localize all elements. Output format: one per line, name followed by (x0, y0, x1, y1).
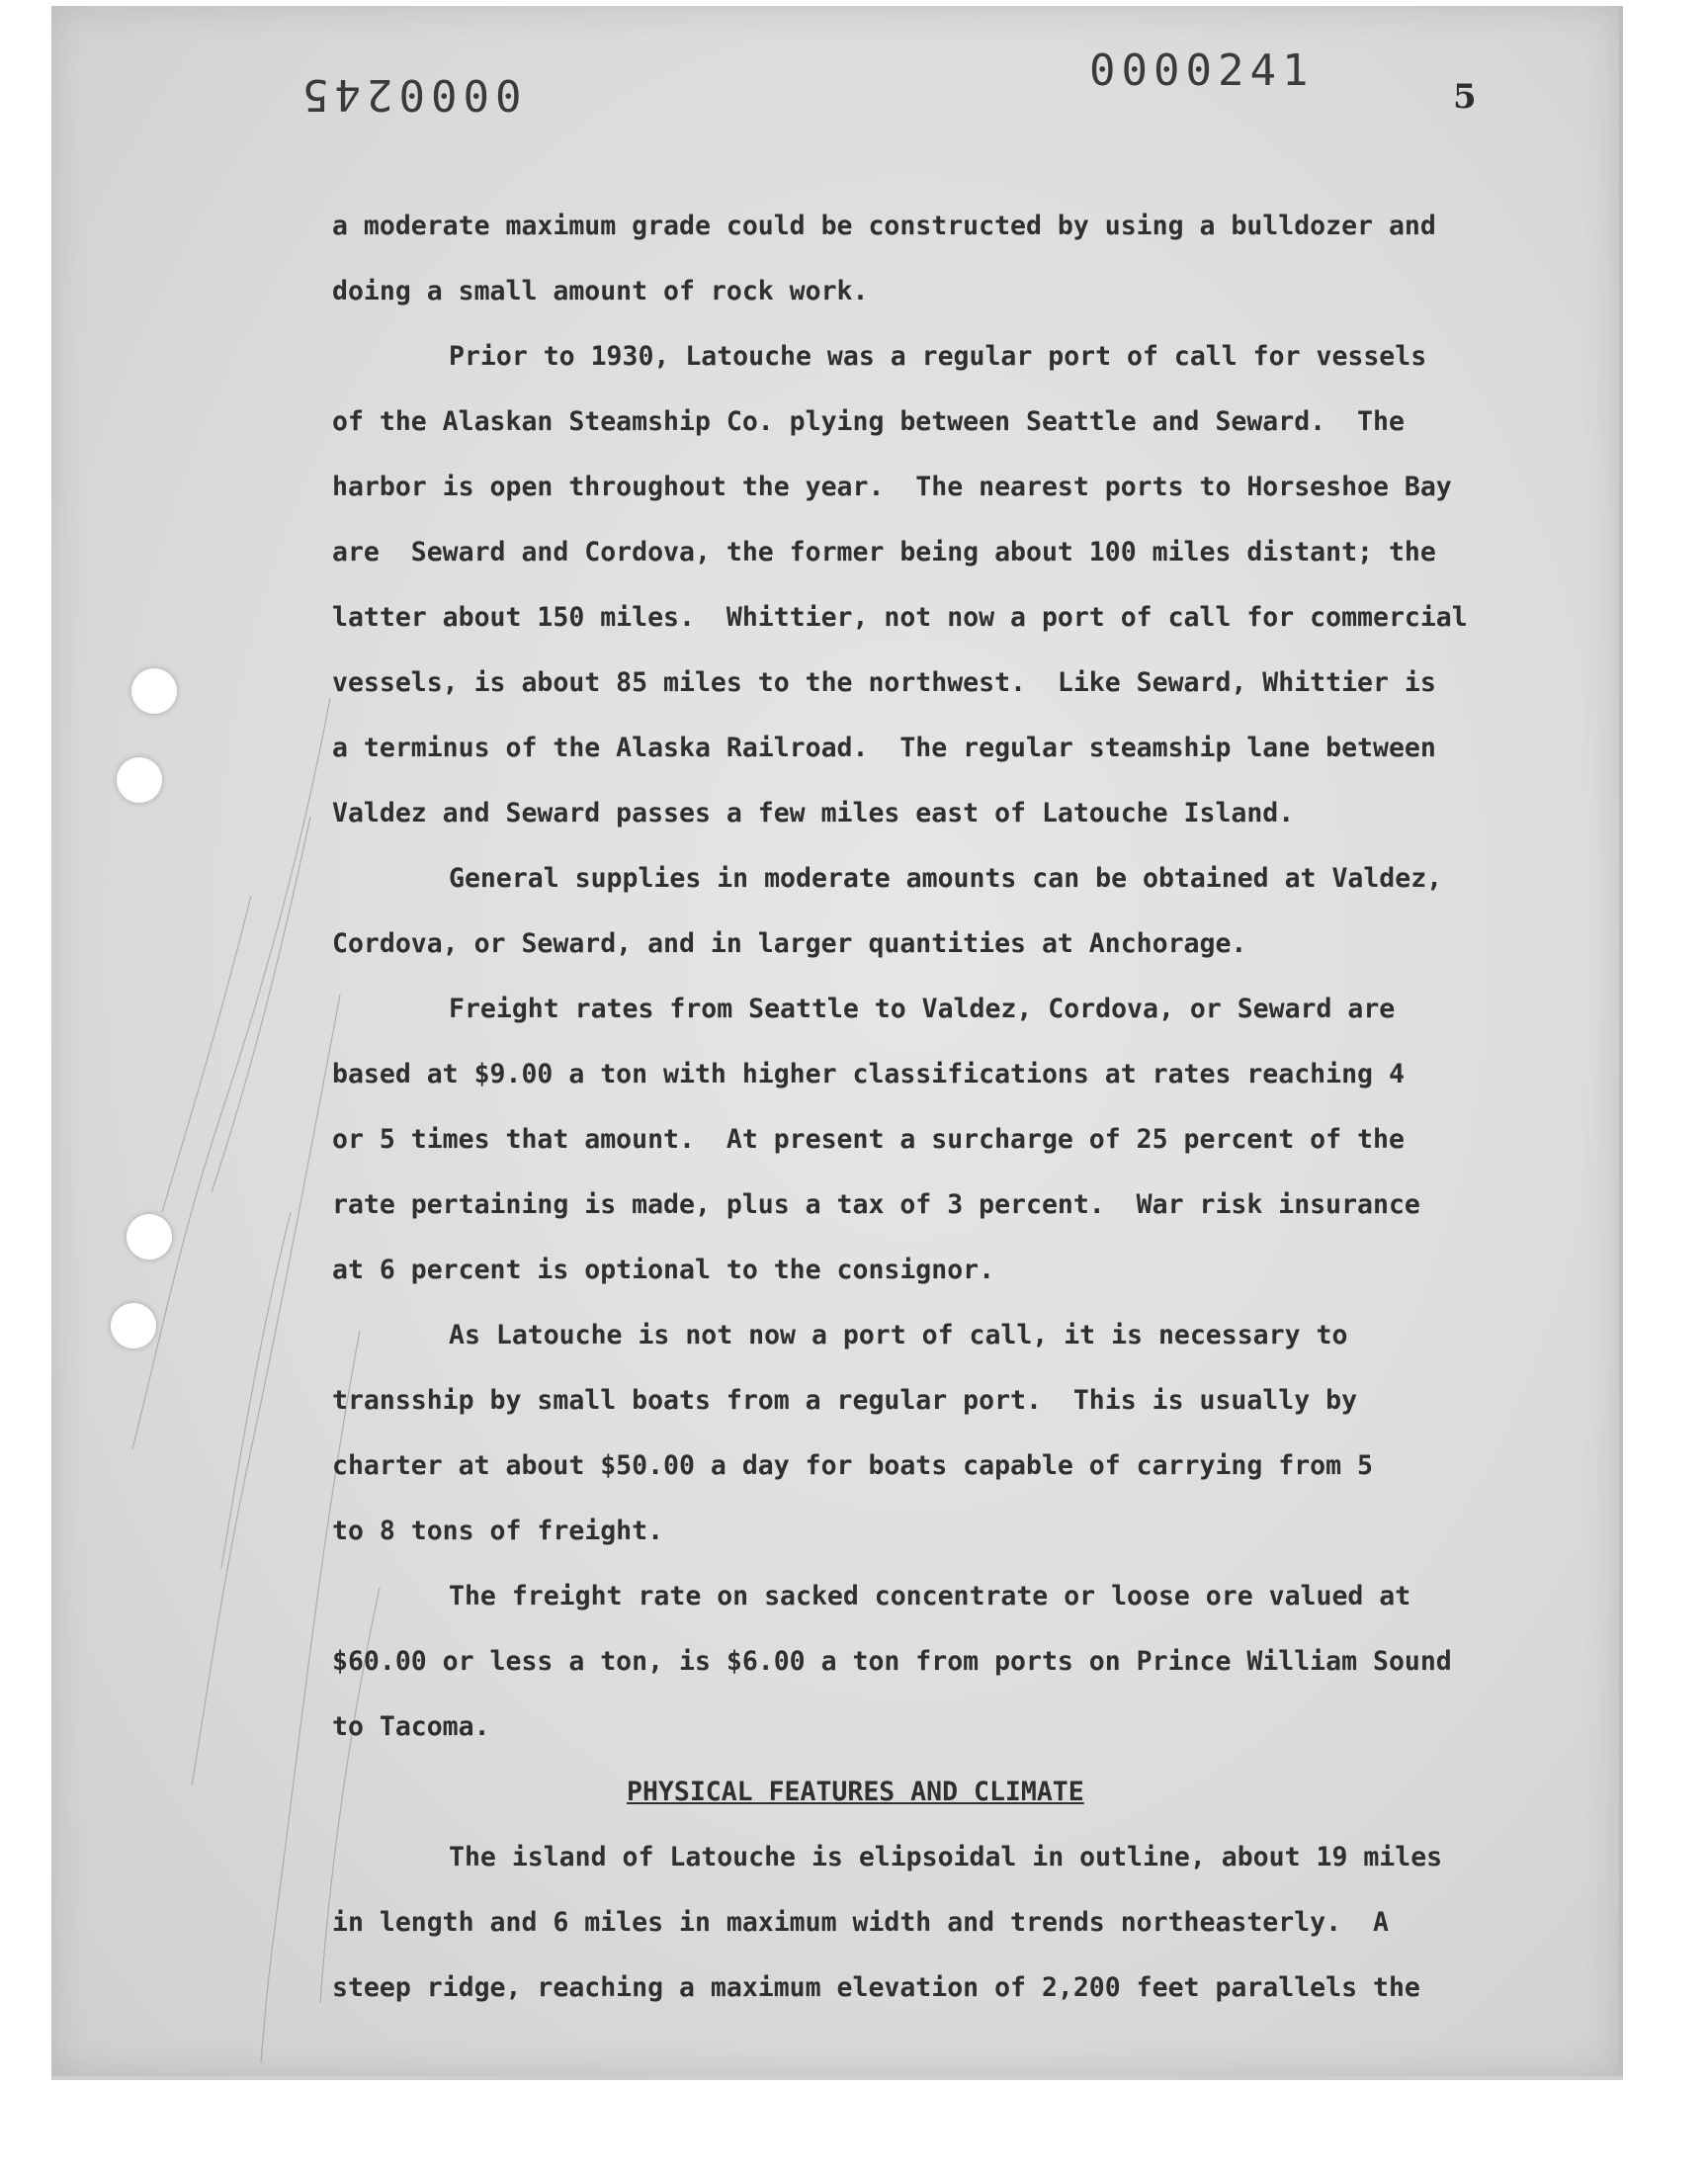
section-heading: PHYSICAL FEATURES AND CLIMATE (627, 1777, 1084, 1807)
text-line: a moderate maximum grade could be constructed by using a bulldozer and (332, 211, 1436, 241)
text-line: based at $9.00 a ton with higher classifications at rates reaching 4 (332, 1059, 1405, 1089)
text-line: $60.00 or less a ton, is $6.00 a ton from ports on Prince William Sound (332, 1646, 1452, 1677)
punch-hole (127, 1214, 172, 1260)
document-id-stamp: 0000241 (1089, 45, 1315, 96)
text-line: rate pertaining is made, plus a tax of 3 percent. War risk insurance (332, 1189, 1420, 1220)
text-line: a terminus of the Alaska Railroad. The regular steamship lane between (332, 733, 1436, 763)
text-line: at 6 percent is optional to the consignor. (332, 1255, 995, 1285)
page-right-edge (1619, 6, 1623, 2076)
punch-hole (111, 1303, 156, 1348)
page-number: 5 (1453, 77, 1477, 117)
paragraph-group (332, 194, 1518, 1760)
text-line: Valdez and Seward passes a few miles east of Latouche Island. (332, 798, 1295, 828)
text-line: are Seward and Cordova, the former being about 100 miles distant; the (332, 537, 1436, 567)
text-line: steep ridge, reaching a maximum elevation of 2,200 feet parallels the (332, 1972, 1420, 2003)
text-line: harbor is open throughout the year. The nearest ports to Horseshoe Bay (332, 472, 1452, 502)
text-line: The island of Latouche is elipsoidal in outline, about 19 miles (449, 1842, 1443, 1872)
text-line: of the Alaskan Steamship Co. plying between Seattle and Seward. The (332, 406, 1405, 437)
text-line: to Tacoma. (332, 1711, 490, 1742)
paragraph-group (332, 1825, 1518, 2021)
punch-hole (131, 668, 177, 714)
text-line: As Latouche is not now a port of call, it is necessary to (449, 1320, 1348, 1350)
text-line: in length and 6 miles in maximum width and trends northeasterly. A (332, 1907, 1389, 1938)
text-line: charter at about $50.00 a day for boats capable of carrying from 5 (332, 1450, 1373, 1481)
page-bottom-edge (51, 2076, 1623, 2080)
text-line: vessels, is about 85 miles to the northwest. Like Seward, Whittier is (332, 667, 1436, 698)
text-line: or 5 times that amount. At present a surcharge of 25 percent of the (332, 1124, 1405, 1155)
text-line: latter about 150 miles. Whittier, not now a port of call for commercial (332, 602, 1468, 633)
text-line: Prior to 1930, Latouche was a regular port of call for vessels (449, 341, 1427, 372)
text-line: transship by small boats from a regular port. This is usually by (332, 1385, 1358, 1416)
punch-hole (117, 757, 162, 803)
text-line: doing a small amount of rock work. (332, 276, 869, 306)
document-id-stamp-inverted: 0000245 (297, 69, 522, 120)
text-line: General supplies in moderate amounts can be obtained at Valdez, (449, 863, 1443, 894)
body-text (332, 194, 1518, 2021)
text-line: Cordova, or Seward, and in larger quantities at Anchorage. (332, 928, 1247, 959)
text-line: Freight rates from Seattle to Valdez, Cordova, or Seward are (449, 994, 1396, 1024)
text-line: to 8 tons of freight. (332, 1516, 664, 1546)
text-line: The freight rate on sacked concentrate or loose ore valued at (449, 1581, 1411, 1611)
